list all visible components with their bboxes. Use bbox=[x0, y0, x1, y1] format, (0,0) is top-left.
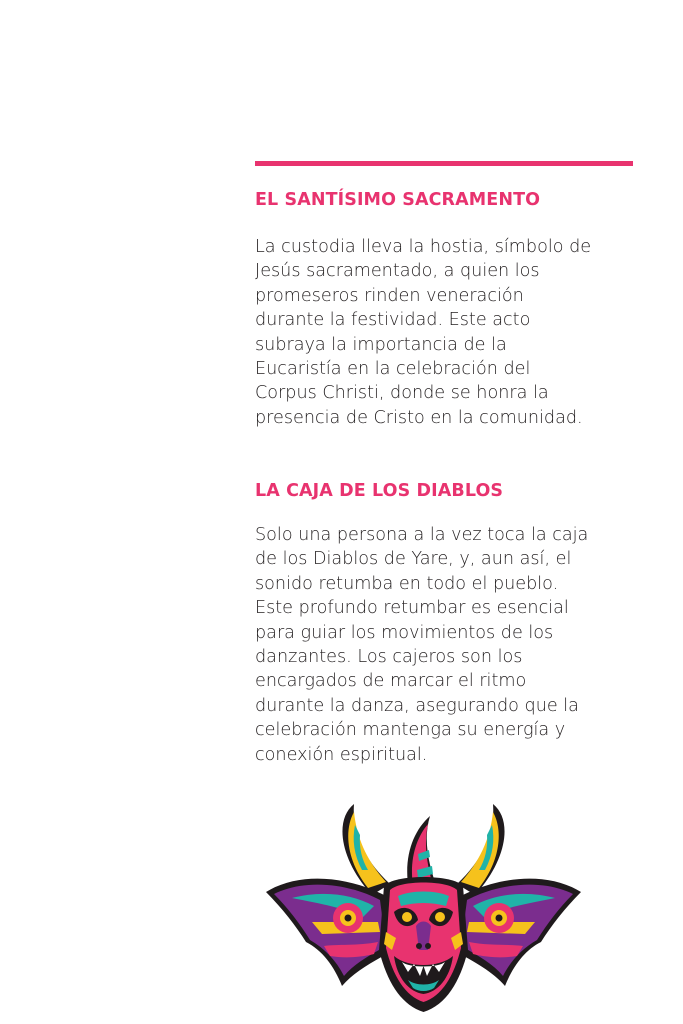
body-line: durante la danza, asegurando que la bbox=[255, 695, 579, 716]
accent-divider bbox=[255, 161, 633, 166]
section-title-santisimo: EL SANTÍSIMO SACRAMENTO bbox=[255, 190, 541, 210]
body-line: durante la festividad. Este acto bbox=[255, 310, 531, 331]
body-line: subraya la importancia de la bbox=[255, 334, 507, 355]
body-line: sonido retumba en todo el pueblo. bbox=[255, 573, 559, 594]
body-line: presencia de Cristo en la comunidad. bbox=[255, 407, 583, 428]
body-line: Solo una persona a la vez toca la caja bbox=[255, 525, 589, 545]
body-line: para guiar los movimientos de los bbox=[255, 622, 554, 643]
body-line: Corpus Christi, donde se honra la bbox=[255, 383, 549, 404]
devil-mask-icon bbox=[262, 800, 585, 1015]
body-line: celebración mantenga su energía y bbox=[255, 720, 566, 741]
body-line: Eucaristía en la celebración del bbox=[255, 359, 531, 380]
body-line: La custodia lleva la hostia, símbolo de bbox=[255, 237, 592, 257]
section-title-caja-diablos: LA CAJA DE LOS DIABLOS bbox=[255, 481, 504, 501]
body-line: promeseros rinden veneración bbox=[255, 285, 524, 306]
body-line: encargados de marcar el ritmo bbox=[255, 671, 527, 692]
body-line: Jesús sacramentado, a quien los bbox=[255, 261, 540, 282]
body-line: danzantes. Los cajeros son los bbox=[255, 647, 523, 668]
body-line: de los Diablos de Yare, y, aun así, el bbox=[255, 549, 572, 570]
section-body-caja-diablos bbox=[255, 523, 650, 767]
section-body-santisimo bbox=[255, 235, 650, 430]
body-line: conexión espiritual. bbox=[255, 744, 428, 765]
body-line: Este profundo retumbar es esencial bbox=[255, 598, 569, 619]
